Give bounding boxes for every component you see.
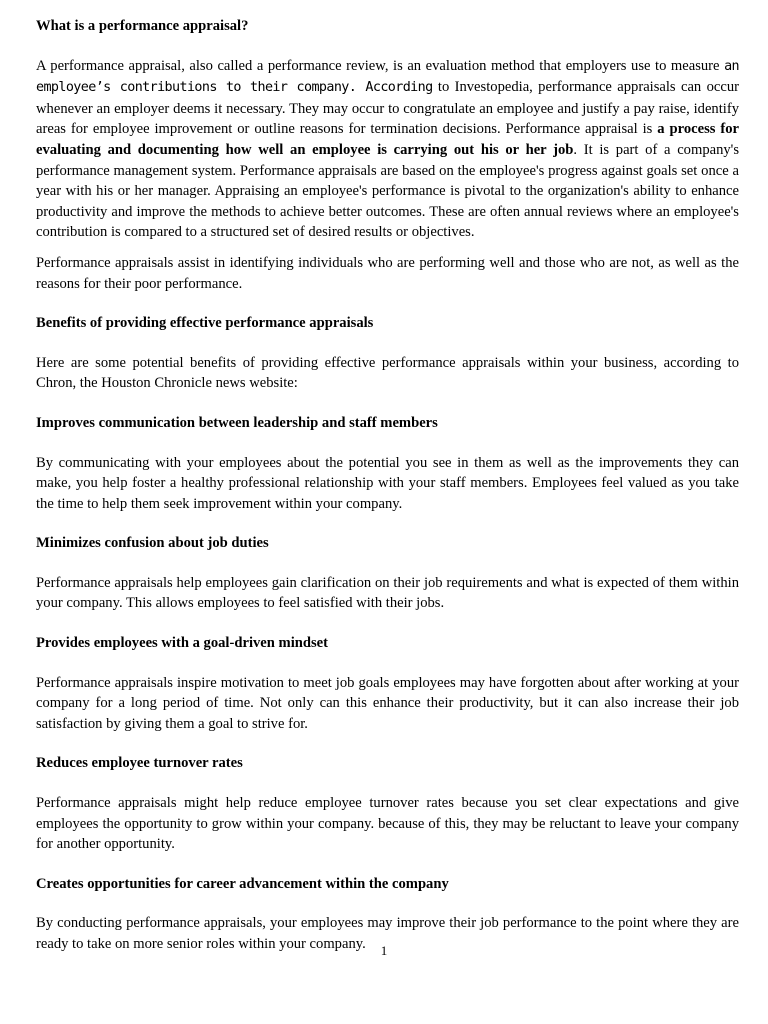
intro-text-mono: an employee’s contributions to their company. According bbox=[36, 58, 739, 96]
document-page bbox=[36, 16, 739, 955]
section-heading-turnover: Reduces employee turnover rates bbox=[36, 755, 243, 772]
section-heading-what-is: What is a performance appraisal? bbox=[36, 18, 249, 34]
intro-text-b: to Investopedia, performance appraisals can occur whenever an employer deems it necessary. They may occur to congratulate an employee and justify a pay raise, identify areas for employee improvement or outline reasons for termination decisions. Performance appraisal is bbox=[36, 79, 739, 138]
intro-text-a: A performance appraisal, also called a performance review, is an evaluation method that employers use to measure bbox=[36, 57, 725, 74]
section-body-goal-driven: Performance appraisals inspire motivation to meet job goals employees may have forgotten about after working at your company for a long period of time. Not only can this enhance their productivity, but it can also increase their job satisfaction by giving them a goal to strive for. bbox=[36, 674, 739, 732]
section-heading-career: Creates opportunities for career advancement within the company bbox=[36, 875, 449, 892]
section-heading-communication: Improves communication between leadership and staff members bbox=[36, 414, 438, 431]
intro-text-c: . It is part of a company's performance management system. Performance appraisals are based on the employee's progress against goals set once a year with his or her manager. Appraising an employee's performance is pivotal to the organization's ability to enhance productivity and improve the methods to achieve better outcomes. These are often annual reviews where an employee's contribution is compared to a structured set of desired results or objectives. bbox=[36, 141, 739, 241]
intro-paragraph bbox=[36, 56, 739, 243]
section-heading-job-duties: Minimizes confusion about job duties bbox=[36, 535, 269, 552]
section-body-job-duties: Performance appraisals help employees gain clarification on their job requirements and what is expected of them within your company. This allows employees to feel satisfied with their jobs. bbox=[36, 574, 739, 612]
intro-paragraph-2: Performance appraisals assist in identifying individuals who are performing well and those who are not, as well as the reasons for their poor performance. bbox=[36, 254, 739, 292]
section-body-career: By conducting performance appraisals, your employees may improve their job performance to the point where they are ready to take on more senior roles within your company. bbox=[36, 915, 739, 952]
section-heading-benefits: Benefits of providing effective performance appraisals bbox=[36, 315, 374, 332]
section-body-communication: By communicating with your employees about the potential you see in them as well as the improvements they can make, you help foster a healthy professional relationship with your staff members. Employees feel valued as you take the time to help them seek improvement within your company. bbox=[36, 454, 739, 512]
page-number: 1 bbox=[380, 943, 388, 958]
section-heading-goal-driven: Provides employees with a goal-driven mindset bbox=[36, 635, 328, 652]
section-body-turnover: Performance appraisals might help reduce employee turnover rates because you set clear expectations and give employees the opportunity to grow within your company. because of this, they may be reluctant to leave your company for another opportunity. bbox=[36, 795, 739, 853]
benefits-intro-paragraph: Here are some potential benefits of providing effective performance appraisals within your business, according to Chron, the Houston Chronicle news website: bbox=[36, 354, 739, 392]
intro-text-bold: a process for evaluating and documenting how well an employee is carrying out his or her job bbox=[36, 121, 739, 158]
